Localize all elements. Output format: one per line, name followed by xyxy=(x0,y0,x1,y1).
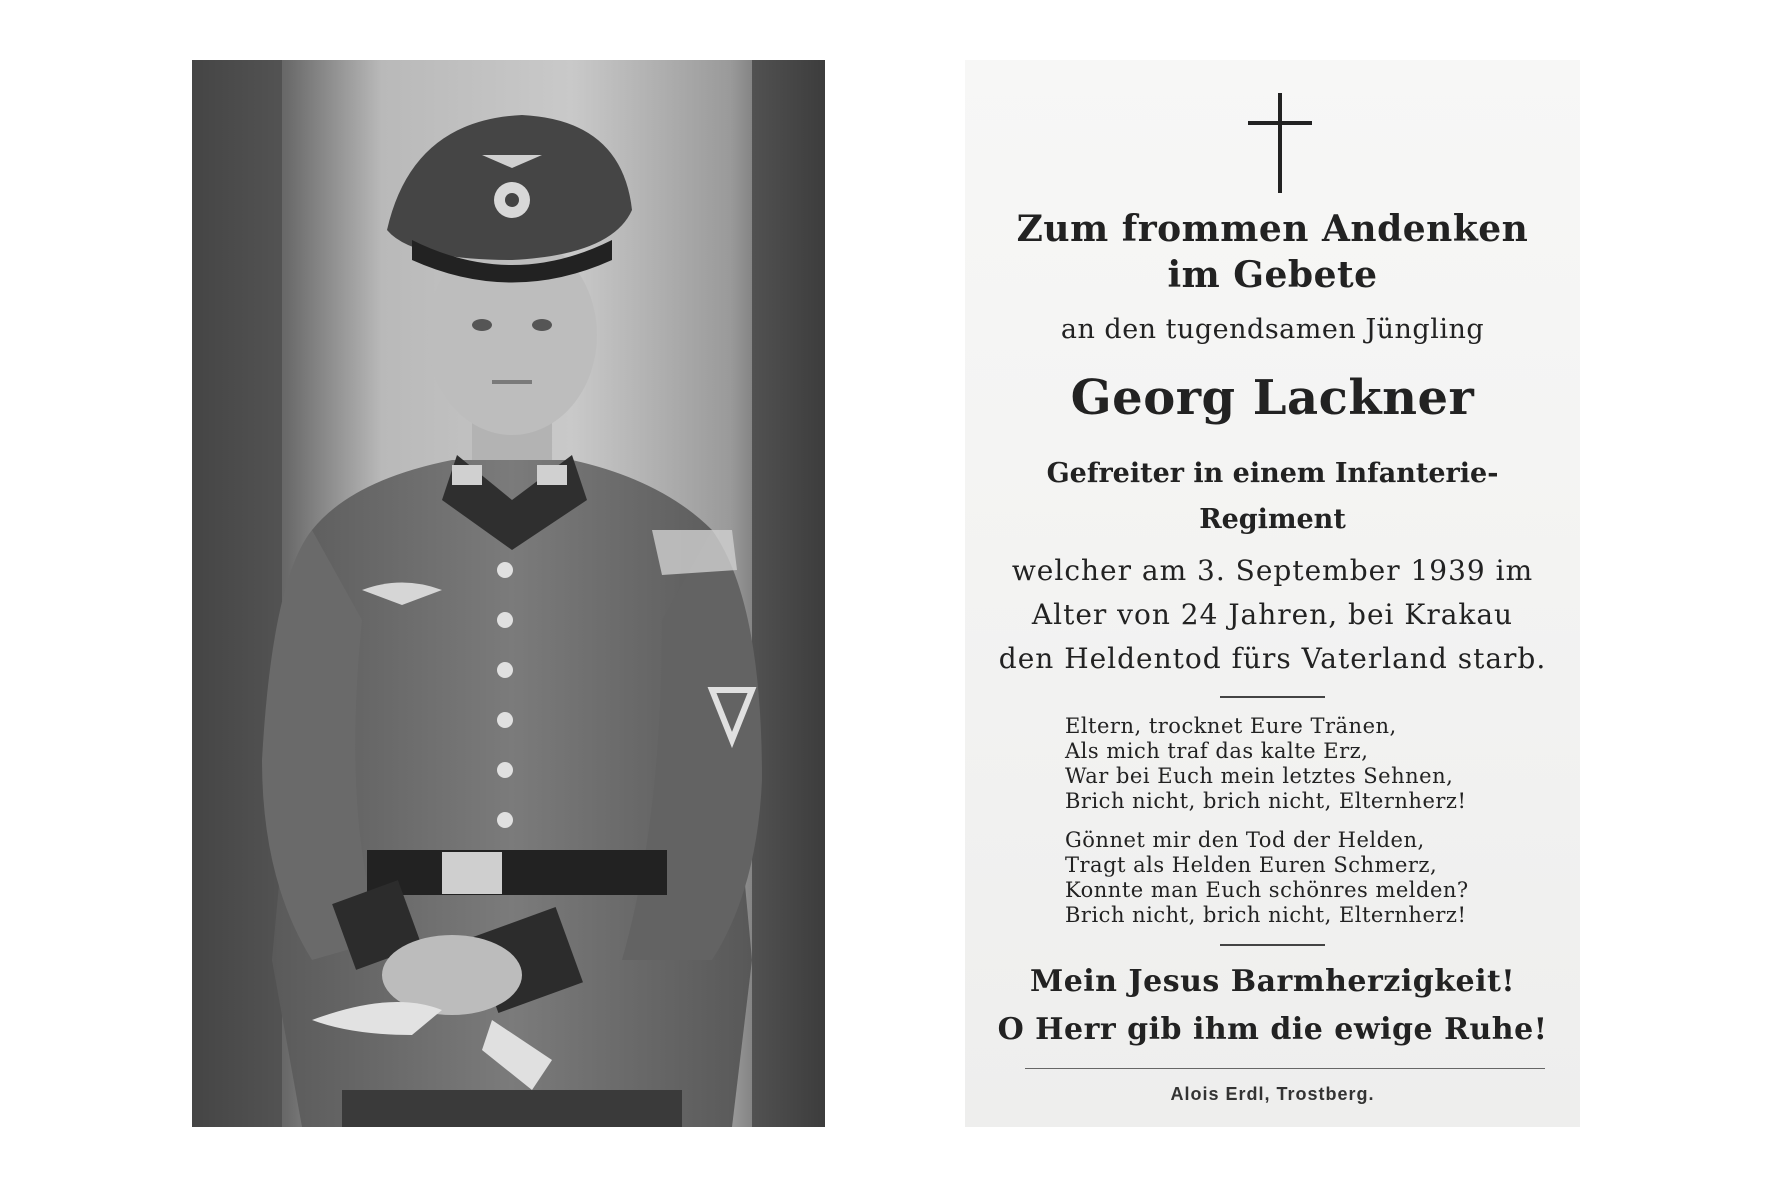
poem-line: Gönnet mir den Tod der Helden, xyxy=(1065,828,1425,852)
poem-line: Tragt als Helden Euren Schmerz, xyxy=(1065,853,1438,877)
rank-line2: Regiment xyxy=(1199,504,1346,535)
divider-rule xyxy=(1220,944,1325,946)
death-line-1: welcher am 3. September 1939 im xyxy=(1011,554,1534,587)
memorial-card xyxy=(965,60,1580,1127)
poem-stanza-1 xyxy=(1065,714,1515,814)
poem-line: Als mich traf das kalte Erz, xyxy=(1065,739,1369,763)
poem-line: Brich nicht, brich nicht, Elternherz! xyxy=(1065,903,1467,927)
footer-rule xyxy=(1025,1068,1545,1069)
divider-rule xyxy=(1220,696,1325,698)
card-heading-line1: Zum frommen Andenken xyxy=(1016,208,1529,250)
deceased-name: Georg Lackner xyxy=(1070,370,1475,426)
soldier-portrait-photo xyxy=(192,60,825,1127)
cross-icon xyxy=(1248,93,1312,193)
poem-line: Eltern, trocknet Eure Tränen, xyxy=(1065,714,1397,738)
rank-line1: Gefreiter in einem Infanterie- xyxy=(1046,458,1499,489)
death-line-3: den Heldentod fürs Vaterland starb. xyxy=(998,642,1547,675)
death-line-2: Alter von 24 Jahren, bei Krakau xyxy=(1031,598,1514,631)
poem-line: Konnte man Euch schönres melden? xyxy=(1065,878,1469,902)
portrait-illustration xyxy=(192,60,825,1127)
prayer-line-1: Mein Jesus Barmherzigkeit! xyxy=(1029,964,1516,999)
card-intro: an den tugendsamen Jüngling xyxy=(1060,314,1485,345)
prayer-line-2: O Herr gib ihm die ewige Ruhe! xyxy=(997,1012,1548,1047)
poem-stanza-2 xyxy=(1065,828,1515,928)
printer-imprint: Alois Erdl, Trostberg. xyxy=(1170,1084,1375,1104)
poem-line: War bei Euch mein letztes Sehnen, xyxy=(1065,764,1454,788)
poem-line: Brich nicht, brich nicht, Elternherz! xyxy=(1065,789,1467,813)
card-heading-line2: im Gebete xyxy=(1167,254,1378,296)
